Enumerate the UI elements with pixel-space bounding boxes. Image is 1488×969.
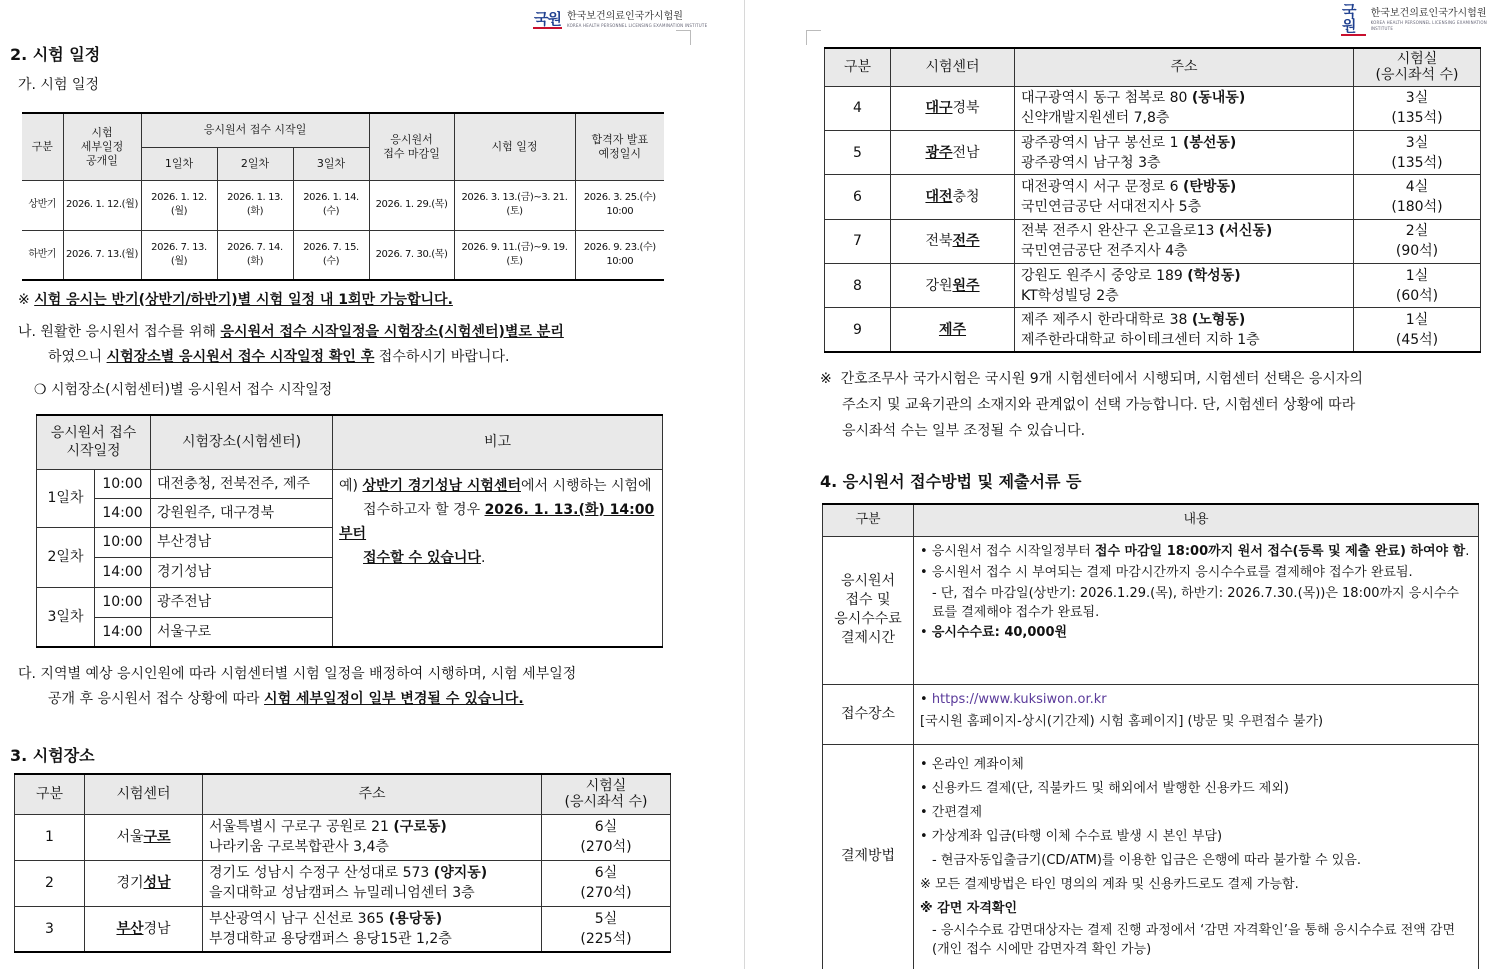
section-2a-title: 가. 시험 일정 <box>18 77 99 93</box>
center-selection-notice-line2: 주소지 및 교육기관의 소재지와 관계없이 선택 가능합니다. 단, 시험센터 상황에 따라 <box>842 397 1356 413</box>
location-rooms: 6실 (270석) <box>542 814 671 860</box>
location-center: 제주 <box>891 308 1015 352</box>
schedule-cell: 2026. 7. 15.(수) <box>293 230 369 280</box>
exam-schedule-table <box>22 112 664 281</box>
location-address: 광주광역시 남구 봉선로 1 (봉선동) 광주광역시 남구청 3층 <box>1015 131 1354 175</box>
logo-mark: 국원 <box>1341 4 1366 36</box>
venue-open-note: 예) 상반기 경기성남 시험센터에서 시행하는 시험에 접수하고자 할 경우 2026. 1. 13.(화) 14:00부터 접수할 수 있습니다. <box>333 469 663 647</box>
day-cell: 1일차 <box>37 469 95 527</box>
document-page-right <box>760 0 1488 969</box>
time-cell: 10:00 <box>95 587 151 617</box>
section-2b-line1: 나. 원활한 응시원서 접수를 위해 응시원서 접수 시작일정을 시험장소(시험센터)별로 분리 <box>18 324 564 340</box>
location-rooms: 2실 (90석) <box>1354 219 1481 263</box>
location-header-no: 구분 <box>15 774 85 814</box>
venue-cell: 경기성남 <box>151 557 333 587</box>
application-place-label: 접수장소 <box>823 684 914 744</box>
table-row <box>825 131 1481 175</box>
logo-mark: 국원 <box>534 9 561 28</box>
venue-cell: 서울구로 <box>151 617 333 647</box>
location-no: 6 <box>825 175 891 219</box>
location-no: 4 <box>825 86 891 130</box>
location-rooms: 3실 (135석) <box>1354 131 1481 175</box>
venue-open-schedule-table <box>36 414 663 648</box>
venue-cell: 부산경남 <box>151 527 333 557</box>
day-cell: 2일차 <box>37 527 95 587</box>
center-selection-notice-line1: ※ 간호조무사 국가시험은 국시원 9개 시험센터에서 시행되며, 시험센터 선택은 응시자의 <box>820 371 1363 387</box>
logo-subtext: KOREA HEALTH PERSONNEL LICENSING EXAMINATION INSTITUTE <box>566 23 708 28</box>
location-center: 대구경북 <box>891 86 1015 130</box>
table-row <box>823 744 1479 969</box>
location-header-center: 시험센터 <box>891 48 1015 86</box>
location-address: 경기도 성남시 수정구 산성대로 573 (양지동) 을지대학교 성남캠퍼스 뉴밀레니엄센터 3층 <box>203 860 542 906</box>
payment-time-content: • 응시원서 접수 시작일정부터 접수 마감일 18:00까지 원서 접수(등록 및 제출 완료) 하여야 함. • 응시원서 접수 시 부여되는 결제 마감시간까지 응시수수료를 결제해야 접수가 완료됨. - 단, 접수 마감일(상반기: 2026.1.29.(목), 하반기: 2026.7.30.(목))은 18:00까지 응시수수료를 결제해야 접수가 완료됨. • 응시수수료: 40,000원 <box>914 536 1479 684</box>
circle-bullet-icon: ❍ <box>34 382 47 398</box>
location-rooms: 4실 (180석) <box>1354 175 1481 219</box>
time-cell: 14:00 <box>95 498 151 527</box>
table-row <box>15 814 671 860</box>
location-address: 제주 제주시 한라대학로 38 (노형동) 제주한라대학교 하이테크센터 지하 1층 <box>1015 308 1354 352</box>
center-selection-notice-line3: 응시좌석 수는 일부 조정될 수 있습니다. <box>842 423 1086 439</box>
venue-schedule-heading: ❍ 시험장소(시험센터)별 응시원서 접수 시작일정 <box>34 382 333 398</box>
location-header-address: 주소 <box>1015 48 1354 86</box>
table-row <box>22 230 664 280</box>
time-cell: 10:00 <box>95 527 151 557</box>
section-4-title: 4. 응시원서 접수방법 및 제출서류 등 <box>820 472 1082 491</box>
logo-text: 한국보건의료인국가시험원 <box>1370 8 1487 19</box>
table-row <box>825 219 1481 263</box>
location-address: 대구광역시 동구 첨복로 80 (동내동) 신약개발지원센터 7,8층 <box>1015 86 1354 130</box>
location-address: 서울특별시 구로구 공원로 21 (구로동) 나라키움 구로복합관사 3,4층 <box>203 814 542 860</box>
schedule-header-start-group: 응시원서 접수 시작일 <box>141 113 369 147</box>
location-no: 8 <box>825 263 891 307</box>
day-cell: 3일차 <box>37 587 95 647</box>
table-row <box>825 263 1481 307</box>
payment-time-label: 응시원서 접수 및 응시수수료 결제시간 <box>823 536 914 684</box>
location-center: 전북전주 <box>891 219 1015 263</box>
venue-open-header-note: 비고 <box>333 415 663 469</box>
location-center: 부산경남 <box>85 906 203 952</box>
exam-location-table-part1 <box>14 773 671 953</box>
venue-cell: 광주전남 <box>151 587 333 617</box>
table-row <box>22 180 664 230</box>
schedule-header-day1: 1일차 <box>141 147 217 180</box>
schedule-cell: 2026. 9. 23.(수) 10:00 <box>575 230 664 280</box>
schedule-header-announce: 합격자 발표 예정일시 <box>575 113 664 180</box>
location-center: 경기성남 <box>85 860 203 906</box>
method-header-category: 구분 <box>823 504 914 536</box>
section-2-title: 2. 시험 일정 <box>10 45 101 64</box>
schedule-header-exam-date: 시험 일정 <box>454 113 575 180</box>
table-row <box>825 86 1481 130</box>
table-row <box>37 469 663 498</box>
institute-logo <box>533 7 707 33</box>
location-center: 대전충청 <box>891 175 1015 219</box>
schedule-cell: 2026. 7. 14.(화) <box>217 230 293 280</box>
location-center: 서울구로 <box>85 814 203 860</box>
logo-subtext: KOREA HEALTH PERSONNEL LICENSING EXAMINATION INSTITUTE <box>1370 20 1487 31</box>
location-header-no: 구분 <box>825 48 891 86</box>
payment-method-label: 결제방법 <box>823 744 914 969</box>
table-row <box>15 906 671 952</box>
section-2c-line2: 공개 후 응시원서 접수 상황에 따라 시험 세부일정이 일부 변경될 수 있습니다. <box>48 691 524 707</box>
location-no: 9 <box>825 308 891 352</box>
table-row <box>825 175 1481 219</box>
crop-mark <box>806 30 821 45</box>
kuksiwon-website-link[interactable]: https://www.kuksiwon.or.kr <box>931 691 1107 707</box>
location-address: 대전광역시 서구 문정로 6 (탄방동) 국민연금공단 서대전지사 5층 <box>1015 175 1354 219</box>
document-page-left <box>0 0 728 969</box>
schedule-cell: 2026. 9. 11.(금)~9. 19.(토) <box>454 230 575 280</box>
application-place-content: • https://www.kuksiwon.or.kr [국시원 홈페이지-상시(기간제) 시험 홈페이지] (방문 및 우편접수 불가) <box>914 684 1479 744</box>
location-rooms: 1실 (45석) <box>1354 308 1481 352</box>
schedule-cell: 2026. 3. 25.(수) 10:00 <box>575 180 664 230</box>
schedule-header-deadline: 응시원서 접수 마감일 <box>369 113 454 180</box>
time-cell: 14:00 <box>95 557 151 587</box>
venue-open-header-venue: 시험장소(시험센터) <box>151 415 333 469</box>
venue-cell: 강원원주, 대구경북 <box>151 498 333 527</box>
application-method-table <box>822 503 1479 969</box>
table-row <box>825 308 1481 352</box>
schedule-cell: 2026. 7. 30.(목) <box>369 230 454 280</box>
schedule-cell: 2026. 7. 13.(월) <box>141 230 217 280</box>
location-no: 2 <box>15 860 85 906</box>
schedule-header-category: 구분 <box>22 113 63 180</box>
location-rooms: 3실 (135석) <box>1354 86 1481 130</box>
location-address: 부산광역시 남구 신선로 365 (용당동) 부경대학교 용당캠퍼스 용당15관 1,2층 <box>203 906 542 952</box>
institute-logo <box>1341 2 1488 35</box>
table-row <box>15 860 671 906</box>
location-rooms: 6실 (270석) <box>542 860 671 906</box>
schedule-cell: 2026. 7. 13.(월) <box>63 230 141 280</box>
schedule-cell: 2026. 1. 29.(목) <box>369 180 454 230</box>
section-3-title: 3. 시험장소 <box>10 746 95 765</box>
venue-open-header-start: 응시원서 접수 시작일정 <box>37 415 151 469</box>
section-2b-line2: 하였으니 시험장소별 응시원서 접수 시작일정 확인 후 접수하시기 바랍니다. <box>48 349 510 365</box>
location-header-room: 시험실 (응시좌석 수) <box>542 774 671 814</box>
logo-text: 한국보건의료인국가시험원 <box>566 11 683 22</box>
table-row <box>823 536 1479 684</box>
location-rooms: 1실 (60석) <box>1354 263 1481 307</box>
location-no: 7 <box>825 219 891 263</box>
schedule-header-day3: 3일차 <box>293 147 369 180</box>
schedule-cell: 상반기 <box>22 180 63 230</box>
location-no: 5 <box>825 131 891 175</box>
location-address: 전북 전주시 완산구 온고을로13 (서신동) 국민연금공단 전주지사 4층 <box>1015 219 1354 263</box>
location-no: 3 <box>15 906 85 952</box>
location-header-address: 주소 <box>203 774 542 814</box>
schedule-cell: 2026. 1. 12.(월) <box>63 180 141 230</box>
location-header-room: 시험실 (응시좌석 수) <box>1354 48 1481 86</box>
exam-location-table-part2 <box>824 47 1481 353</box>
location-header-center: 시험센터 <box>85 774 203 814</box>
page-divider <box>744 0 745 969</box>
method-header-content: 내용 <box>914 504 1479 536</box>
schedule-cell: 2026. 1. 12.(월) <box>141 180 217 230</box>
location-no: 1 <box>15 814 85 860</box>
schedule-cell: 하반기 <box>22 230 63 280</box>
schedule-cell: 2026. 1. 13.(화) <box>217 180 293 230</box>
payment-method-content: • 온라인 계좌이체 • 신용카드 결제(단, 직불카드 및 해외에서 발행한 신용카드 제외) • 간편결제 • 가상계좌 입금(타행 이체 수수료 발생 시 본인 부담) - 현금자동입출금기(CD/ATM)를 이용한 입금은 은행에 따라 불가할 수 있음. ※ 모든 결제방법은 타인 명의의 계좌 및 신용카드로도 결제 가능함. ※ 감면 자격확인 - 응시수수료 감면대상자는 결제 진행 과정에서 ‘감면 자격확인’을 통해 응시수수료 전액 감면(개인 접수 시에만 감면자격 확인 가능) <box>914 744 1479 969</box>
table-row <box>823 684 1479 744</box>
section-2c-line1: 다. 지역별 예상 응시인원에 따라 시험센터별 시험 일정을 배정하여 시행하며, 시험 세부일정 <box>18 666 577 682</box>
schedule-header-day2: 2일차 <box>217 147 293 180</box>
schedule-header-detail-open: 시험 세부일정 공개일 <box>63 113 141 180</box>
time-cell: 14:00 <box>95 617 151 647</box>
location-center: 강원원주 <box>891 263 1015 307</box>
once-per-half-notice: ※ 시험 응시는 반기(상반기/하반기)별 시험 일정 내 1회만 가능합니다. <box>18 292 453 308</box>
location-address: 강원도 원주시 중앙로 189 (학성동) KT학성빌딩 2층 <box>1015 263 1354 307</box>
location-rooms: 5실 (225석) <box>542 906 671 952</box>
time-cell: 10:00 <box>95 469 151 498</box>
location-center: 광주전남 <box>891 131 1015 175</box>
schedule-cell: 2026. 3. 13.(금)~3. 21.(토) <box>454 180 575 230</box>
schedule-cell: 2026. 1. 14.(수) <box>293 180 369 230</box>
venue-cell: 대전충청, 전북전주, 제주 <box>151 469 333 498</box>
